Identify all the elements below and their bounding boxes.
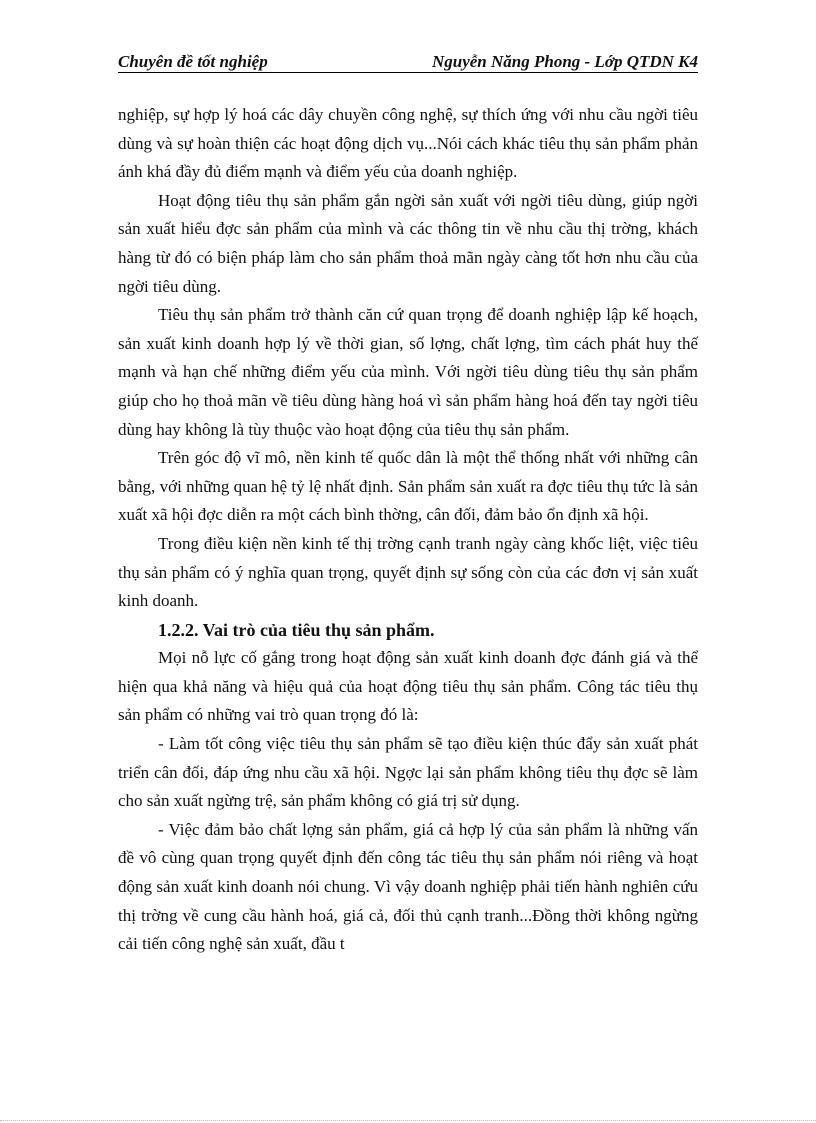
page-body <box>118 101 698 959</box>
paragraph-7: - Làm tốt công việc tiêu thụ sản phẩm sẽ tạo điều kiện thúc đẩy sản xuất phát triển cân đối, đáp ứng nhu cầu xã hội. Ngợc lại sản phẩm không tiêu thụ đợc sẽ làm cho sản xuất ngừng trệ, sản phẩm không có giá trị sử dụng. <box>118 734 698 811</box>
header-document-title: Chuyên đề tốt nghiệp <box>118 52 268 71</box>
paragraph-6: Mọi nỗ lực cố gắng trong hoạt động sản xuất kinh doanh đợc đánh giá và thể hiện qua khả năng và hiệu quả của hoạt động tiêu thụ sản phẩm. Công tác tiêu thụ sản phẩm có những vai trò quan trọng đó là: <box>118 648 698 725</box>
page-header <box>118 52 698 74</box>
paragraph-8: - Việc đảm bảo chất lợng sản phẩm, giá cả hợp lý của sản phẩm là những vấn đề vô cùng quan trọng quyết định đến công tác tiêu thụ sản phẩm nói riêng và hoạt động sản xuất kinh doanh nói chung. Vì vậy doanh nghiệp phải tiến hành nghiên cứu thị trờng về cung cầu hành hoá, giá cả, đối thủ cạnh tranh...Đồng thời không ngừng cải tiến công nghệ sản xuất, đầu t <box>118 819 698 954</box>
paragraph-2: Hoạt động tiêu thụ sản phẩm gắn ngời sản xuất với ngời tiêu dùng, giúp ngời sản xuất hiểu đợc sản phẩm của mình và các thông tin về nhu cầu thị trờng, khách hàng từ đó có biện pháp làm cho sản phẩm thoả mãn ngày càng tốt hơn nhu cầu của ngời tiêu dùng. <box>118 190 698 296</box>
paragraph-5: Trong điều kiện nền kinh tế thị trờng cạnh tranh ngày càng khốc liệt, việc tiêu thụ sản phẩm có ý nghĩa quan trọng, quyết định sự sống còn của các đơn vị sản xuất kinh doanh. <box>118 533 698 611</box>
page-bottom-divider <box>0 1120 816 1121</box>
paragraph-3: Tiêu thụ sản phẩm trở thành căn cứ quan trọng để doanh nghiệp lập kế hoạch, sản xuất kinh doanh hợp lý về thời gian, số lợng, chất lợng, tìm cách phát huy thế mạnh và hạn chế những điểm yếu của mình. Với ngời tiêu dùng tiêu thụ sản phẩm giúp cho họ thoả mãn về tiêu dùng hàng hoá vì sản phẩm hàng hoá đến tay ngời tiêu dùng hay không là tùy thuộc vào hoạt động của tiêu thụ sản phẩm. <box>118 305 698 439</box>
paragraph-1: nghiệp, sự hợp lý hoá các dây chuyền công nghệ, sự thích ứng với nhu cầu ngời tiêu dùng và sự hoàn thiện các hoạt động dịch vụ...Nói cách khác tiêu thụ sản phẩm phản ánh khá đầy đủ điểm mạnh và điểm yếu của doanh nghiệp. <box>118 105 698 182</box>
paragraph-4: Trên góc độ vĩ mô, nền kinh tế quốc dân là một thể thống nhất với những cân bằng, với những quan hệ tỷ lệ nhất định. Sản phẩm sản xuất ra đợc tiêu thụ tức là sản xuất xã hội đợc diễn ra một cách bình thờng, cân đối, đảm bảo ổn định xã hội. <box>118 448 698 525</box>
section-heading: 1.2.2. Vai trò của tiêu thụ sản phẩm. <box>158 619 435 640</box>
header-divider <box>118 72 698 73</box>
header-author: Nguyễn Năng Phong - Lớp QTDN K4 <box>431 52 698 71</box>
